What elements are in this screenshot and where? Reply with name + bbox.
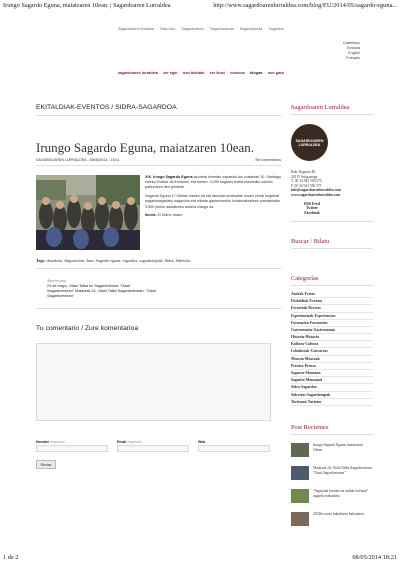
- divider: [291, 221, 373, 222]
- web-field-group: [198, 440, 270, 452]
- top-nav-item[interactable]: Sagardoaren lurraldea: [118, 27, 154, 31]
- main-nav: sagardoaren lurraldea · zer egin · non bisitatu · zer ikusi · museoa · blogoa · non gara: [118, 71, 284, 75]
- category-item[interactable]: Ekitaldiak-Eventos: [291, 298, 373, 305]
- previous-post-heading: Anterior post: [47, 279, 67, 283]
- section-title[interactable]: EKITALDIAK-EVENTOS / SIDRA-SAGARDOA: [36, 104, 281, 116]
- category-item[interactable]: Formazioa-Formación: [291, 320, 373, 327]
- category-item[interactable]: Esperientziak-Experiencias: [291, 313, 373, 320]
- category-item[interactable]: Errezetak-Recetas: [291, 305, 373, 312]
- name-label: Nombre requerido: [36, 440, 66, 444]
- category-item[interactable]: Kultura-Cultura: [291, 341, 373, 348]
- logo-line: SAGARDOAREN: [295, 138, 324, 143]
- recent-post-item[interactable]: [291, 489, 373, 503]
- print-page-number: 1 de 2: [3, 554, 19, 561]
- comments-link[interactable]: Sin comentarios: [255, 158, 281, 162]
- comment-textarea[interactable]: [36, 343, 271, 421]
- top-nav-item[interactable]: Sagardon: [268, 27, 285, 31]
- email-label: Email requerido: [117, 440, 143, 444]
- fax-line: F. 00 34 943 550 575: [291, 183, 322, 188]
- recent-post-link[interactable]: Irungo Sagardo Eguna, maiatzaren 10ean.: [313, 442, 363, 452]
- lang-euskara[interactable]: Euskara: [346, 46, 360, 50]
- previous-post[interactable]: [47, 279, 157, 299]
- web-label: Web: [198, 440, 206, 444]
- category-item[interactable]: Museoa-Museoak: [291, 356, 373, 363]
- recent-post-item[interactable]: [291, 466, 373, 480]
- main-nav-item[interactable]: non bisitatu: [182, 71, 205, 75]
- contact-email[interactable]: info@sagardoarenlurraldea.com: [291, 188, 342, 193]
- category-item[interactable]: Lehiaketak-Concursos: [291, 348, 373, 355]
- recent-post-item[interactable]: [291, 512, 373, 526]
- category-item[interactable]: Sidrerías-Sagardotegiak: [291, 392, 373, 399]
- email-input[interactable]: [117, 445, 189, 452]
- main-nav-item[interactable]: sagardoaren lurraldea: [118, 71, 158, 75]
- top-nav-item[interactable]: Sagardoetxeo: [181, 27, 204, 31]
- post-tags: [36, 258, 281, 269]
- recent-post-item[interactable]: [291, 443, 373, 457]
- sidebar-brand-heading: Sagardoaren Lurraldea: [291, 104, 373, 115]
- facebook-link[interactable]: Facebook: [304, 211, 320, 216]
- web-input[interactable]: [198, 445, 270, 452]
- recent-post-thumbnail[interactable]: [291, 512, 309, 526]
- lang-francais[interactable]: Français: [346, 56, 360, 60]
- category-item[interactable]: Prentsa-Prensa: [291, 363, 373, 370]
- post-paragraph: XIX. Irungo Sagardo Eguna larunbat honetan ospatuko da, maiatzak 10. Santiago kaleko Euskal Jai frontoian, eta bertan, 4.000 sagardo botila eskaintiko zaizkio parturiaren den jendeari.: [145, 175, 281, 190]
- submit-comment-button[interactable]: Enviar: [36, 460, 56, 469]
- lang-english[interactable]: English: [348, 51, 360, 55]
- top-nav-item[interactable]: Sagardopedia: [239, 27, 263, 31]
- category-item[interactable]: Sagastia-Manzanal: [291, 377, 373, 384]
- categories-heading: Categorías: [291, 275, 373, 286]
- print-title: Irungo Sagardo Eguna, maiatzaren 10ean. | Sagardoaren Lurraldea: [3, 2, 171, 9]
- name-field-group: [36, 440, 108, 452]
- post-meta: [36, 158, 281, 166]
- recent-post-link[interactable]: 2014ko txotx bukaberen balorazioa.: [313, 511, 365, 516]
- divider: [36, 308, 281, 309]
- main-nav-item-active[interactable]: blogoa: [249, 71, 263, 75]
- post-paragraph: Sagardo Eguna 17:30etan hasiko da eta larunbat arratsalde osoan zehar hogeikat sagardotegietako sagardoa eta elkarte gastronomiko kolaboratzaileek prestatutako 3.500 pintxo dastatzeko aukera izango da.: [145, 194, 281, 209]
- print-datetime: 08/05/2014 18:21: [352, 554, 397, 561]
- main-content: [36, 104, 281, 469]
- print-url: http://www.sagardoarenlurraldea.com/blog/EU/2014/05/sagardo-eguna...: [213, 2, 397, 9]
- main-nav-item[interactable]: museoa: [230, 71, 245, 75]
- category-item[interactable]: Historia-Historia: [291, 334, 373, 341]
- post-source: Iturria: El Diario Vasco: [145, 213, 183, 218]
- contact-website[interactable]: www.sagardoarenlurraldea.com: [291, 192, 341, 197]
- post-navigation: [36, 279, 281, 299]
- search-heading: Buscar / Bilatu: [291, 238, 373, 249]
- contact-address: [291, 170, 373, 198]
- crowd-photo-illustration: [36, 175, 140, 250]
- recent-post-thumbnail[interactable]: [291, 466, 309, 480]
- recent-post-link[interactable]: "Sagastiak loretan eta urdiak loretzan" argazki erakusketa.: [313, 488, 369, 498]
- email-field-group: [117, 440, 189, 452]
- sidebar: [291, 104, 373, 535]
- top-nav: Sagardoaren lurraldea · Testu info · Sagardoetxeo · Sagardodenda · Sagardopedia · Sagardon: [118, 27, 285, 31]
- post-photo[interactable]: [36, 175, 140, 250]
- category-item[interactable]: Turismoa-Turismo: [291, 399, 373, 406]
- main-nav-item[interactable]: zer ikusi: [209, 71, 225, 75]
- comment-form-title: Tu comentario / Zure komentarioa: [36, 325, 139, 332]
- rss-feed-link[interactable]: RSS Feed: [304, 201, 320, 206]
- logo-line: LURRALDEA: [298, 142, 321, 147]
- post-text: [145, 175, 281, 250]
- top-nav-item[interactable]: Sagardodenda: [210, 27, 234, 31]
- recent-posts-heading: Post Recientes: [291, 424, 373, 435]
- category-item[interactable]: Sagarra-Manzana: [291, 370, 373, 377]
- comment-fields: [36, 440, 281, 452]
- previous-post-link[interactable]: 24 de mayo, Otalu Talka en Sagardoetxea: "Oasit Sagardoetxean" Maiatzak 24, Otalu Talka Sagardoetxean: "Oasit Sagardoetxean": [47, 284, 156, 298]
- main-nav-item[interactable]: zer egin: [163, 71, 178, 75]
- post-author-date: SAGARDOAREN LURRALDEA - 08/05/2014 - 18:11: [36, 158, 120, 162]
- category-item[interactable]: Sidra-Sagardoa: [291, 384, 373, 391]
- recent-post-thumbnail[interactable]: [291, 489, 309, 503]
- tags-list[interactable]: dastaketa, degustación, Irun, Sagardo eguna, sagardoa, sagardotegiak, Sidra, Sidrerías: [46, 258, 191, 263]
- address-line: Kale Nagusia 48: [291, 170, 315, 174]
- category-item[interactable]: Azokak-Ferias: [291, 291, 373, 298]
- print-header: [3, 2, 397, 14]
- language-switcher: [343, 41, 360, 61]
- category-item[interactable]: Gastronomia-Gastronomía: [291, 327, 373, 334]
- lang-castellano[interactable]: Castellano: [343, 41, 360, 45]
- print-footer: [3, 554, 397, 564]
- phone-line: T. 00 34 943 550 575: [291, 179, 322, 184]
- recent-posts-list: [291, 443, 373, 526]
- post-body: [36, 175, 281, 250]
- recent-post-link[interactable]: Maiatzak 24, Otalu Talka Sagardoetxean: "Oasit Sagardoetxean".: [313, 465, 373, 475]
- social-links: [291, 202, 333, 216]
- recent-post-thumbnail[interactable]: [291, 443, 309, 457]
- name-input[interactable]: [36, 445, 108, 452]
- post-title[interactable]: Irungo Sagardo Eguna, maiatzaren 10ean.: [36, 140, 255, 155]
- main-nav-item[interactable]: non gara: [267, 71, 284, 75]
- twitter-link[interactable]: Twitter: [306, 206, 318, 211]
- top-nav-item[interactable]: Testu info: [159, 27, 176, 31]
- categories-list: [291, 291, 373, 406]
- brand-logo[interactable]: [291, 124, 328, 161]
- tags-label: Tags:: [36, 258, 46, 263]
- address-line: 20115 Astigarraga: [291, 174, 318, 179]
